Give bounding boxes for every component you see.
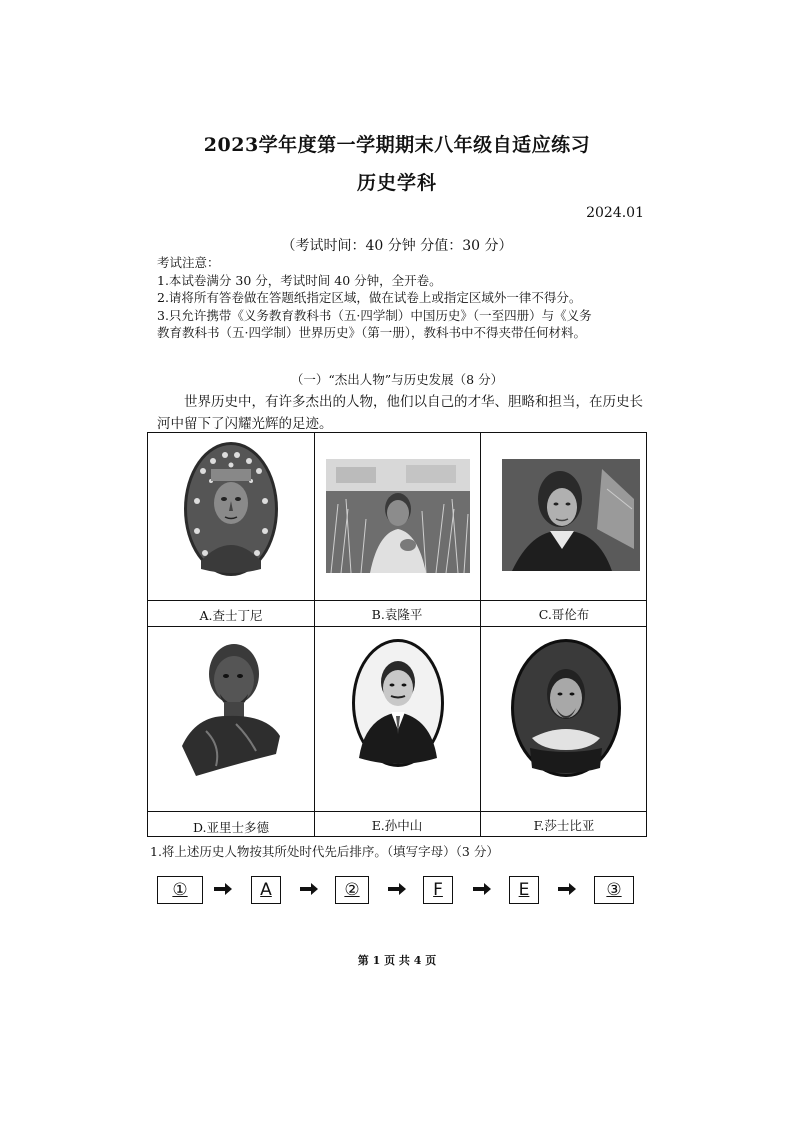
notes-item: 3.只允许携带《义务教育教科书（五·四学制）中国历史》（一至四册）与《义务 bbox=[157, 307, 592, 323]
exam-date: 2024.01 bbox=[586, 205, 644, 221]
chain-item: E bbox=[518, 880, 530, 900]
right-arrow-icon bbox=[213, 879, 233, 899]
notes-item: 教育教科书（五·四学制）世界历史》（第一册），教科书中不得夹带任何材料。 bbox=[157, 325, 586, 340]
notes-item: 1.本试卷满分 30 分，考试时间 40 分钟，全开卷。 bbox=[157, 272, 442, 288]
chain-item: ③ bbox=[606, 880, 622, 900]
oval-painted-portrait-icon bbox=[510, 638, 622, 778]
figure-caption-b: B.袁隆平 bbox=[371, 607, 423, 622]
rice-field-photo-icon bbox=[326, 459, 470, 573]
oval-photo-portrait-icon bbox=[351, 638, 445, 768]
figure-caption-e: E.孙中山 bbox=[371, 818, 423, 833]
section-intro: 世界历史中，有许多杰出的人物，他们以自己的才华、胆略和担当，在历史长河中留下了闪耀光辉的足迹。 bbox=[157, 394, 643, 432]
exam-title: 2023学年度第一学期期末八年级自适应练习 bbox=[203, 134, 591, 156]
chain-box-6[interactable] bbox=[594, 876, 634, 904]
question-1-text: 1.将上述历史人物按其所处时代先后排序。（填写字母）（3 分） bbox=[150, 844, 499, 859]
section-title: （一）“杰出人物”与历史发展（8 分） bbox=[290, 372, 504, 387]
page-footer: 第 1 页 共 4 页 bbox=[357, 954, 437, 967]
chain-item: ② bbox=[344, 880, 360, 900]
figure-caption-a: A.查士丁尼 bbox=[199, 608, 263, 623]
byzantine-mosaic-portrait-icon bbox=[183, 441, 279, 577]
chain-item: A bbox=[260, 880, 272, 900]
right-arrow-icon bbox=[387, 879, 407, 899]
chain-box-1[interactable] bbox=[157, 876, 203, 904]
figure-grid bbox=[147, 432, 647, 837]
exam-info: （考试时间：40 分钟 分值：30 分） bbox=[281, 238, 513, 254]
chain-box-2[interactable] bbox=[251, 876, 281, 904]
bronze-bust-icon bbox=[176, 636, 288, 784]
chain-box-3[interactable] bbox=[335, 876, 369, 904]
figure-caption-c: C.哥伦布 bbox=[538, 607, 590, 622]
figure-caption-d: D.亚里士多德 bbox=[192, 820, 270, 835]
subject-title: 历史学科 bbox=[356, 172, 437, 194]
chain-item: F bbox=[433, 880, 443, 900]
notes-item: 2.请将所有答卷做在答题纸指定区域，做在试卷上或指定区域外一律不得分。 bbox=[157, 290, 582, 305]
renaissance-portrait-icon bbox=[502, 459, 640, 571]
right-arrow-icon bbox=[557, 879, 577, 899]
exam-notes bbox=[157, 254, 647, 342]
figure-caption-f: F.莎士比亚 bbox=[533, 818, 595, 833]
chain-box-4[interactable] bbox=[423, 876, 453, 904]
chain-box-5[interactable] bbox=[509, 876, 539, 904]
right-arrow-icon bbox=[472, 879, 492, 899]
right-arrow-icon bbox=[299, 879, 319, 899]
chain-item: ① bbox=[172, 880, 188, 900]
notes-heading: 考试注意： bbox=[157, 255, 220, 270]
